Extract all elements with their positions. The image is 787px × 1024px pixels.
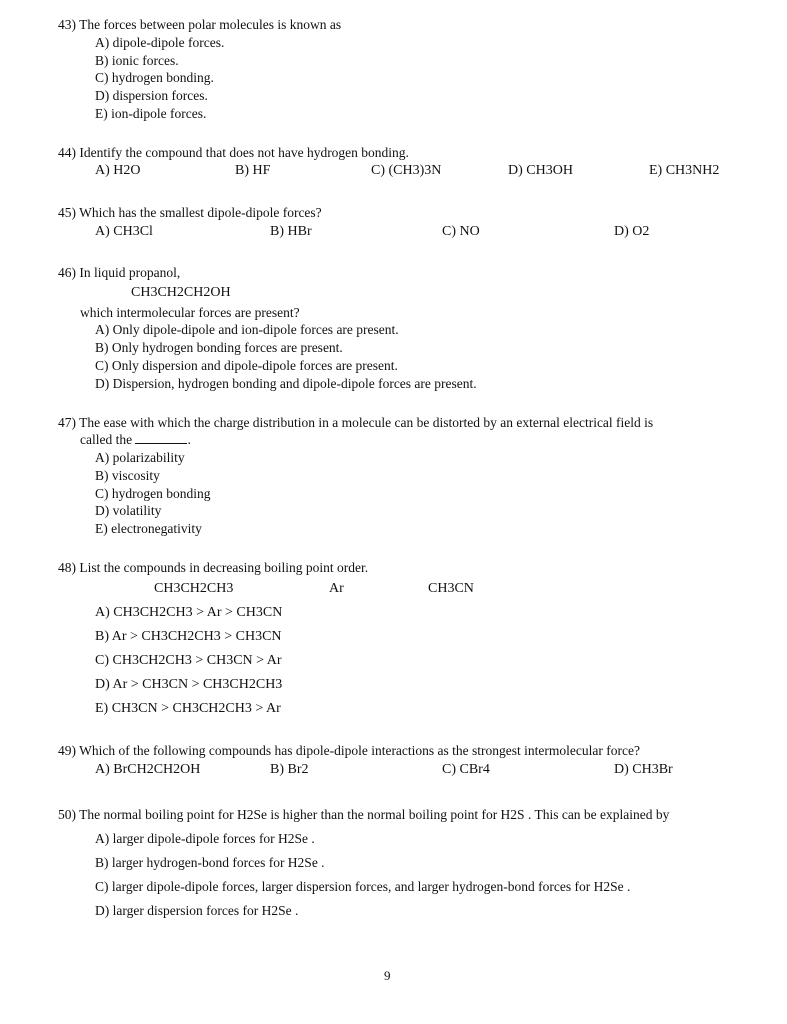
question-46-stem-continued: which intermolecular forces are present? — [80, 305, 300, 320]
q43-option-a: A) dipole-dipole forces. — [95, 35, 225, 50]
q47-option-a: A) polarizability — [95, 450, 185, 465]
q48-option-a: A) CH3CH2CH3 > Ar > CH3CN — [95, 605, 283, 620]
q45-option-a: A) CH3Cl — [95, 224, 153, 239]
q48-option-b: B) Ar > CH3CH2CH3 > CH3CN — [95, 629, 282, 644]
q49-option-c: C) CBr4 — [442, 762, 490, 777]
q48-option-c: C) CH3CH2CH3 > CH3CN > Ar — [95, 653, 282, 668]
q48-compound-2: Ar — [329, 581, 344, 596]
page-number: 9 — [384, 968, 391, 983]
q44-option-c: C) (CH3)3N — [371, 163, 442, 178]
q44-option-e: E) CH3NH2 — [649, 163, 720, 178]
question-47-stem: 47) The ease with which the charge distribution in a molecule can be distorted by an external electrical field is — [58, 415, 654, 430]
q48-option-e: E) CH3CN > CH3CH2CH3 > Ar — [95, 701, 281, 716]
q47-option-e: E) electronegativity — [95, 521, 202, 536]
q45-option-d: D) O2 — [614, 224, 650, 239]
question-45-stem: 45) Which has the smallest dipole-dipole forces? — [58, 205, 322, 220]
q43-option-b: B) ionic forces. — [95, 53, 179, 68]
q43-option-d: D) dispersion forces. — [95, 88, 208, 103]
q44-option-a: A) H2O — [95, 163, 141, 178]
question-49-stem: 49) Which of the following compounds has dipole-dipole interactions as the strongest intermolecular force? — [58, 743, 640, 758]
q48-compound-1: CH3CH2CH3 — [154, 581, 234, 596]
q49-option-b: B) Br2 — [270, 762, 309, 777]
q46-formula: CH3CH2CH2OH — [131, 285, 231, 300]
q50-option-b: B) larger hydrogen-bond forces for H2Se . — [95, 855, 325, 870]
q45-option-c: C) NO — [442, 224, 480, 239]
q44-option-d: D) CH3OH — [508, 163, 573, 178]
q48-option-d: D) Ar > CH3CN > CH3CH2CH3 — [95, 677, 283, 692]
q45-option-b: B) HBr — [270, 224, 312, 239]
q49-option-d: D) CH3Br — [614, 762, 673, 777]
q46-option-d: D) Dispersion, hydrogen bonding and dipole-dipole forces are present. — [95, 376, 477, 391]
q47-option-b: B) viscosity — [95, 468, 160, 483]
q47-option-c: C) hydrogen bonding — [95, 486, 211, 501]
q46-option-c: C) Only dispersion and dipole-dipole forces are present. — [95, 358, 398, 373]
q47-stem-text: called the — [80, 432, 133, 447]
fill-in-blank — [135, 432, 187, 444]
q48-compound-3: CH3CN — [428, 581, 474, 596]
q50-option-a: A) larger dipole-dipole forces for H2Se . — [95, 831, 315, 846]
question-44-stem: 44) Identify the compound that does not have hydrogen bonding. — [58, 145, 409, 160]
q43-option-e: E) ion-dipole forces. — [95, 106, 207, 121]
question-46-stem: 46) In liquid propanol, — [58, 265, 181, 280]
q46-option-b: B) Only hydrogen bonding forces are present. — [95, 340, 343, 355]
question-43-stem: 43) The forces between polar molecules is known as — [58, 17, 342, 32]
q46-option-a: A) Only dipole-dipole and ion-dipole forces are present. — [95, 322, 399, 337]
question-50-stem: 50) The normal boiling point for H2Se is higher than the normal boiling point for H2S . This can be explained by — [58, 807, 670, 822]
q43-option-c: C) hydrogen bonding. — [95, 70, 214, 85]
question-48-stem: 48) List the compounds in decreasing boiling point order. — [58, 560, 369, 575]
question-47-stem-continued: called the . — [80, 432, 191, 447]
q50-option-d: D) larger dispersion forces for H2Se . — [95, 903, 299, 918]
q50-option-c: C) larger dipole-dipole forces, larger dispersion forces, and larger hydrogen-bond forces for H2Se . — [95, 879, 631, 894]
q44-option-b: B) HF — [235, 163, 271, 178]
q49-option-a: A) BrCH2CH2OH — [95, 762, 201, 777]
q47-option-d: D) volatility — [95, 503, 162, 518]
